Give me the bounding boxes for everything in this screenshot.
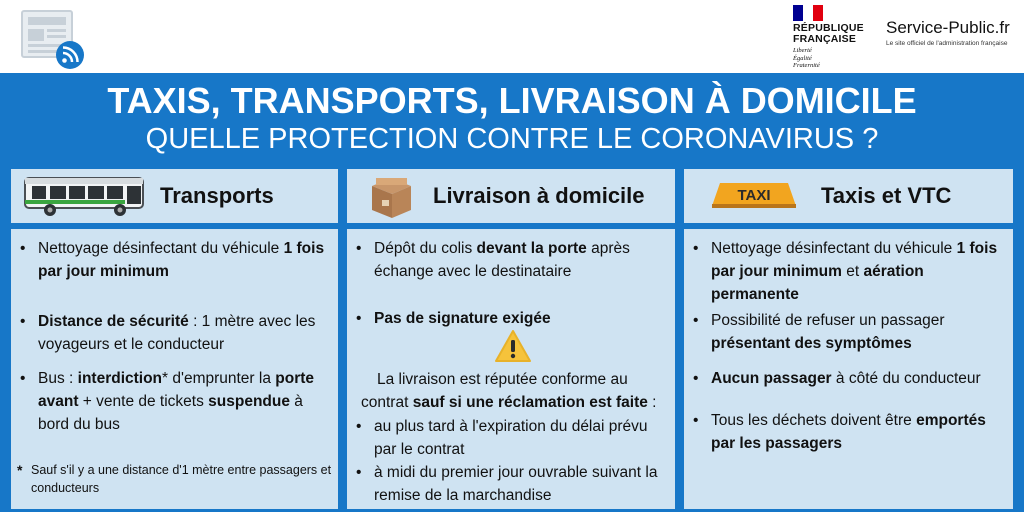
taxis-title: Taxis et VTC [821,183,952,208]
livraison-title: Livraison à domicile [433,183,645,208]
taxi-sign-label: TAXI [737,187,771,204]
livraison-paragraph: La livraison est réputée conforme au contrat sauf si une réclamation est faite : [361,371,657,411]
page-title: TAXIS, TRANSPORTS, LIVRAISON À DOMICILE [107,80,917,121]
list-item: • Dépôt du colis devant la porte après échange avec le destinataire [355,237,665,283]
list-item: • au plus tard à l'expiration du délai prévu par le contrat [355,415,665,461]
bullet-icon: • [693,412,699,429]
list-item: • Distance de sécurité : 1 mètre avec les voyageurs et le conducteur [19,310,329,356]
transports-title: Transports [160,183,274,208]
transports-header [11,169,338,223]
list-item: • Possibilité de refuser un passager présentant des symptômes [692,309,1002,355]
page-subtitle: QUELLE PROTECTION CONTRE LE CORONAVIRUS ? [145,123,879,155]
livraison-panel [347,229,675,509]
infographic [0,73,1024,512]
asterisk-icon: * [17,462,23,478]
bullet-icon: • [20,240,26,257]
list-item: • à midi du premier jour ouvrable suivant la remise de la marchandise [355,461,665,507]
bullet-icon: • [693,240,699,257]
news-rss-icon [20,9,86,71]
bullet-icon: • [356,310,362,327]
bus-icon [24,175,146,217]
devise: Liberté Égalité Fraternité [793,47,820,69]
service-public-logo [886,18,1016,48]
transports-panel [11,229,338,509]
taxis-panel [684,229,1013,509]
bullet-icon: • [20,370,26,387]
footnote: * Sauf s'il y a une distance d'1 mètre entre passagers et conducteurs [17,462,332,495]
list-item: • Tous les déchets doivent être emportés par les passagers [692,409,1002,455]
bullet-icon: • [20,313,26,330]
list-item: • Bus : interdiction* d'emprunter la porte avant + vente de tickets suspendue à bord du bus [19,367,329,436]
bullet-icon: • [356,240,362,257]
taxis-header [684,169,1013,223]
republique-francaise-logo [793,5,873,71]
taxi-sign-icon [710,181,798,209]
warning-icon [494,329,532,363]
parcel-box-icon [368,174,415,219]
top-bar [0,0,1024,73]
livraison-header [347,169,675,223]
service-public-title: Service-Public.fr [886,18,1010,37]
french-flag-icon [793,5,823,21]
list-item: • Aucun passager à côté du conducteur [692,367,1002,390]
list-item: • Nettoyage désinfectant du véhicule 1 fois par jour minimum [19,237,329,283]
bullet-icon: • [356,418,362,435]
bullet-icon: • [693,370,699,387]
bullet-icon: • [356,464,362,481]
list-item: • Pas de signature exigée [355,307,665,330]
republique-francaise-label: RÉPUBLIQUE FRANÇAISE [793,22,864,45]
bullet-icon: • [693,312,699,329]
list-item: • Nettoyage désinfectant du véhicule 1 fois par jour minimum et aération permanente [692,237,1002,306]
service-public-tagline: Le site officiel de l'administration française [886,40,1008,47]
